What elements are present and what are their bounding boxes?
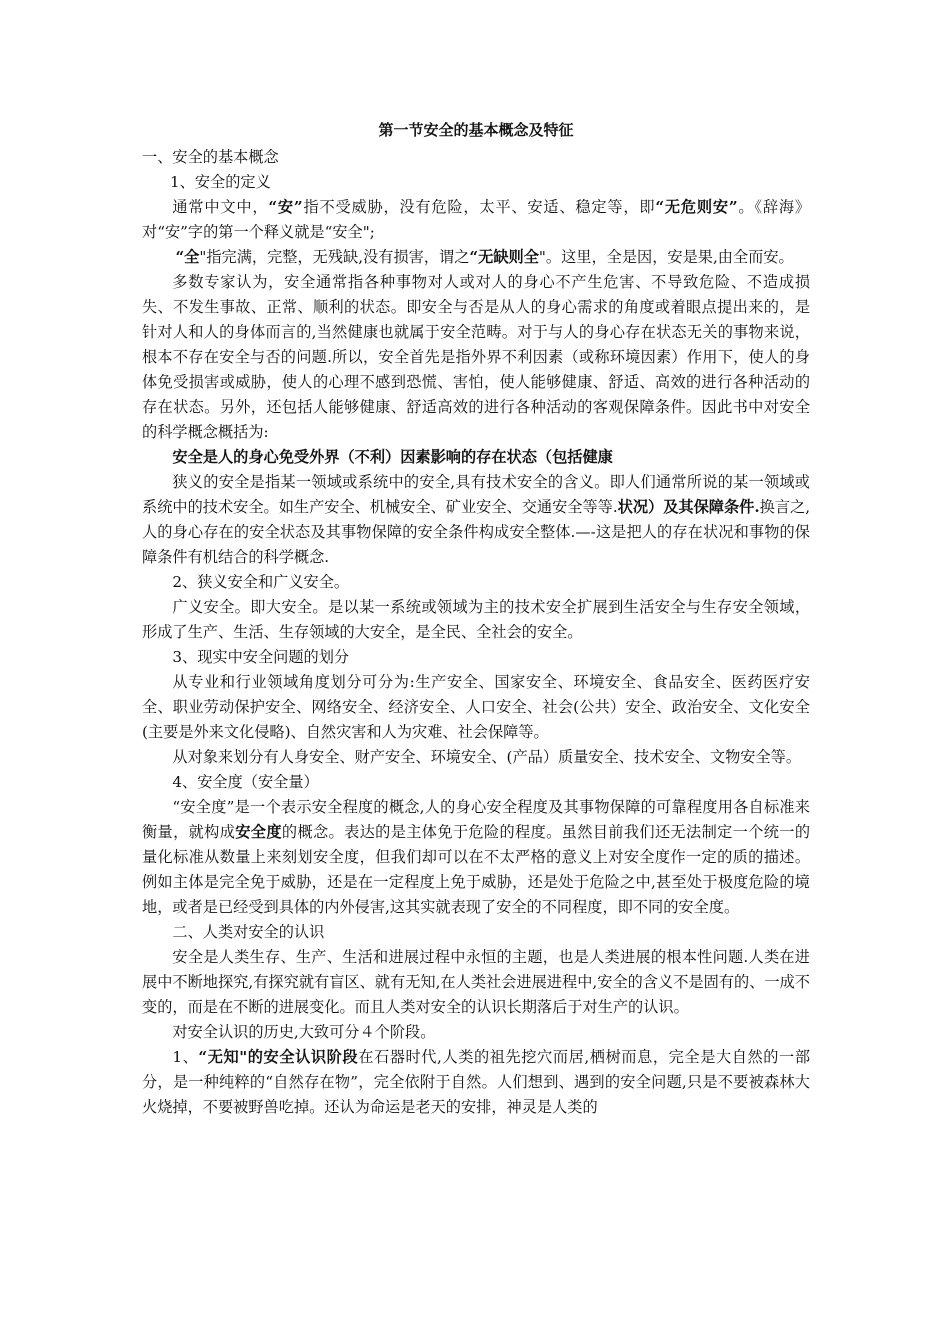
paragraph-by-object: 从对象来划分有人身安全、财产安全、环境安全、(产品）质量安全、技术安全、文物安全等。 <box>172 748 802 766</box>
paragraph-ignorance-stage: 1、“无知"的安全认识阶段在石器时代,人类的祖先挖穴而居,栖树而息，完全是大自然的一部分，是一种纯粹的“自然存在物”，完全依附于自然。人们想到、遇到的安全问题,只是不要被森林大火烧掉，不要被野兽吃掉。还认为命运是老天的安排，神灵是人类的 <box>142 1048 811 1116</box>
paragraph-safety-degree: “安全度”是一个表示安全程度的概念,人的身心安全程度及其事物保障的可靠程度用各自标准来衡量，就构成安全度的概念。表达的是主体免于危险的程度。虽然目前我们还无法制定一个统一的量化标准从数量上来刻划安全度，但我们却可以在不太严格的意义上对安全度作一定的质的描述。例如主体是完全免于威胁，还是在一定程度上免于威胁，还是处于危险之中,甚至处于极度危险的境地，或者是已经受到具体的内外侵害,这其实就表现了安全的不同程度，即不同的安全度。 <box>142 798 811 916</box>
subheading-safety-degree: 4、安全度（安全量） <box>172 773 319 791</box>
subheading-definition: 1、安全的定义 <box>170 173 271 191</box>
paragraph-four-stages: 对安全认识的历史,大致可分４个阶段。 <box>172 1023 436 1041</box>
subheading-narrow-broad: 2、狭义安全和广义安全。 <box>172 573 350 591</box>
paragraph-quan: “全"指完满，完整，无残缺,没有损害，谓之“无缺则全"。这里，全是因，安是果,由全而安。 <box>175 248 794 266</box>
section-heading-basic-concepts: 一、安全的基本概念 <box>142 148 279 166</box>
subheading-division: 3、现实中安全问题的划分 <box>172 648 350 666</box>
section-heading-human-understanding: 二、人类对安全的认识 <box>172 923 325 941</box>
paragraph-by-industry: 从专业和行业领域角度划分可分为:生产安全、国家安全、环境安全、食品安全、医药医疗安全、职业劳动保护安全、网络安全、经济安全、人口安全、社会(公共）安全、政治安全、文化安全(主要是外来文化侵略)、自然灾害和人为灾难、社会保障等。 <box>142 673 810 741</box>
paragraph-expert-view: 多数专家认为，安全通常指各种事物对人或对人的身心不产生危害、不导致危险、不造成损失、不发生事故、正常、顺利的状态。即安全与否是从人的身心需求的角度或着眼点提出来的，是针对人和人的身体而言的,当然健康也就属于安全范畴。对于与人的身心存在状态无关的事物来说，根本不存在安全与否的问题.所以，安全首先是指外界不利因素（或称环境因素）作用下，使人的身体免受损害或威胁，使人的心理不感到恐慌、害怕，使人能够健康、舒适、高效的进行各种活动的存在状态。另外，还包括人能够健康、舒适高效的进行各种活动的客观保障条件。因此书中对安全的科学概念概括为: <box>142 273 810 441</box>
document-page <box>142 118 810 1120</box>
paragraph-eternal-theme: 安全是人类生存、生产、生活和进展过程中永恒的主题，也是人类进展的根本性问题.人类在进展中不断地探究,有探究就有盲区、就有无知,在人类社会进展进程中,安全的含义不是固有的、一成不变的，而是在不断的进展变化。而且人类对安全的认识长期落后于对生产的认识。 <box>142 948 810 1016</box>
page-title: 第一节安全的基本概念及特征 <box>378 121 574 139</box>
paragraph-bold-definition: 安全是人的身心免受外界（不利）因素影响的存在状态（包括健康 <box>172 448 613 466</box>
paragraph-broad-safety: 广义安全。即大安全。是以某一系统或领域为主的技术安全扩展到生活安全与生存安全领域，形成了生产、生活、生存领域的大安全，是全民、全社会的安全。 <box>142 598 810 641</box>
paragraph-an: 通常中文中，“安”指不受威胁，没有危险，太平、安适、稳定等，即“无危则安”。《辞海》对“安”字的第一个释义就是“安全"; <box>142 198 811 241</box>
paragraph-narrow-safety: 狭义的安全是指某一领域或系统中的安全,具有技术安全的含义。即人们通常所说的某一领域或系统中的技术安全。如生产安全、机械安全、矿业安全、交通安全等等.状况）及其保障条件.换言之,人的身心存在的安全状态及其事物保障的安全条件构成安全整体.—-这是把人的存在状况和事物的保障条件有机结合的科学概念. <box>142 473 811 566</box>
